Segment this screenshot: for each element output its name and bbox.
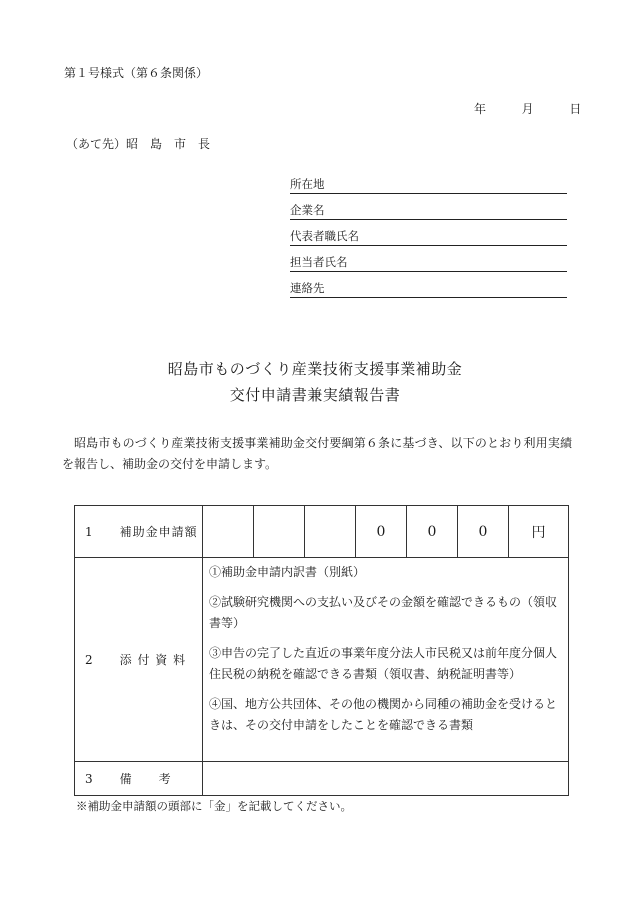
amount-row xyxy=(75,506,569,558)
amount-label: 1 補助金申請額 xyxy=(75,506,203,558)
footnote: ※補助金申請額の頭部に「金」を記載してください。 xyxy=(76,799,352,813)
document-title-line2: 交付申請書兼実績報告書 xyxy=(229,386,401,404)
address-field[interactable] xyxy=(290,175,567,194)
address-label: 所在地 xyxy=(290,177,325,191)
amount-digit-cell[interactable] xyxy=(254,506,305,558)
attachments-list xyxy=(203,558,569,762)
date-line xyxy=(474,100,581,117)
representative-label: 代表者職氏名 xyxy=(290,229,359,243)
amount-digit-cell[interactable]: 0 xyxy=(407,506,458,558)
amount-digit-cell[interactable]: 0 xyxy=(356,506,407,558)
contact-person-label: 担当者氏名 xyxy=(290,255,348,269)
date-month: 月 xyxy=(521,102,534,116)
contact-field[interactable] xyxy=(290,279,567,298)
amount-digit-cell[interactable] xyxy=(203,506,254,558)
addressee: （あて先）昭 島 市 長 xyxy=(66,137,211,151)
remarks-input[interactable] xyxy=(203,762,569,796)
amount-digit-cell[interactable] xyxy=(305,506,356,558)
form-number: 第１号様式（第６条関係） xyxy=(64,66,209,80)
application-table xyxy=(74,505,569,796)
remarks-row xyxy=(75,762,569,796)
contact-label: 連絡先 xyxy=(290,281,325,295)
date-year: 年 xyxy=(474,102,487,116)
attachment-item: ①補助金申請内訳書（別紙） xyxy=(209,565,366,579)
amount-digit-cell[interactable]: 0 xyxy=(458,506,509,558)
attachments-row xyxy=(75,558,569,762)
attachment-item: ②試験研究機関への支払い及びその金額を確認できるもの（領収書等） xyxy=(209,595,558,630)
contact-person-field[interactable] xyxy=(290,253,567,272)
company-label: 企業名 xyxy=(290,203,325,217)
attachment-item: ④国、地方公共団体、その他の機関から同種の補助金を受けるときは、その交付申請をしたことを確認できる書類 xyxy=(209,697,558,732)
company-field[interactable] xyxy=(290,201,567,220)
attachments-label: 2 添 付 資 料 xyxy=(75,558,203,762)
date-day: 日 xyxy=(569,102,582,116)
document-title-line1: 昭島市ものづくり産業技術支援事業補助金 xyxy=(167,360,463,378)
representative-field[interactable] xyxy=(290,227,567,246)
remarks-label: 3 備 考 xyxy=(75,762,203,796)
attachment-item: ③申告の完了した直近の事業年度分法人市民税又は前年度分個人住民税の納税を確認できる書類（領収書、納税証明書等） xyxy=(209,646,558,681)
intro-paragraph: 昭島市ものづくり産業技術支援事業補助金交付要綱第６条に基づき、以下のとおり利用実績を報告し、補助金の交付を申請します。 xyxy=(62,436,572,471)
amount-unit: 円 xyxy=(509,506,569,558)
